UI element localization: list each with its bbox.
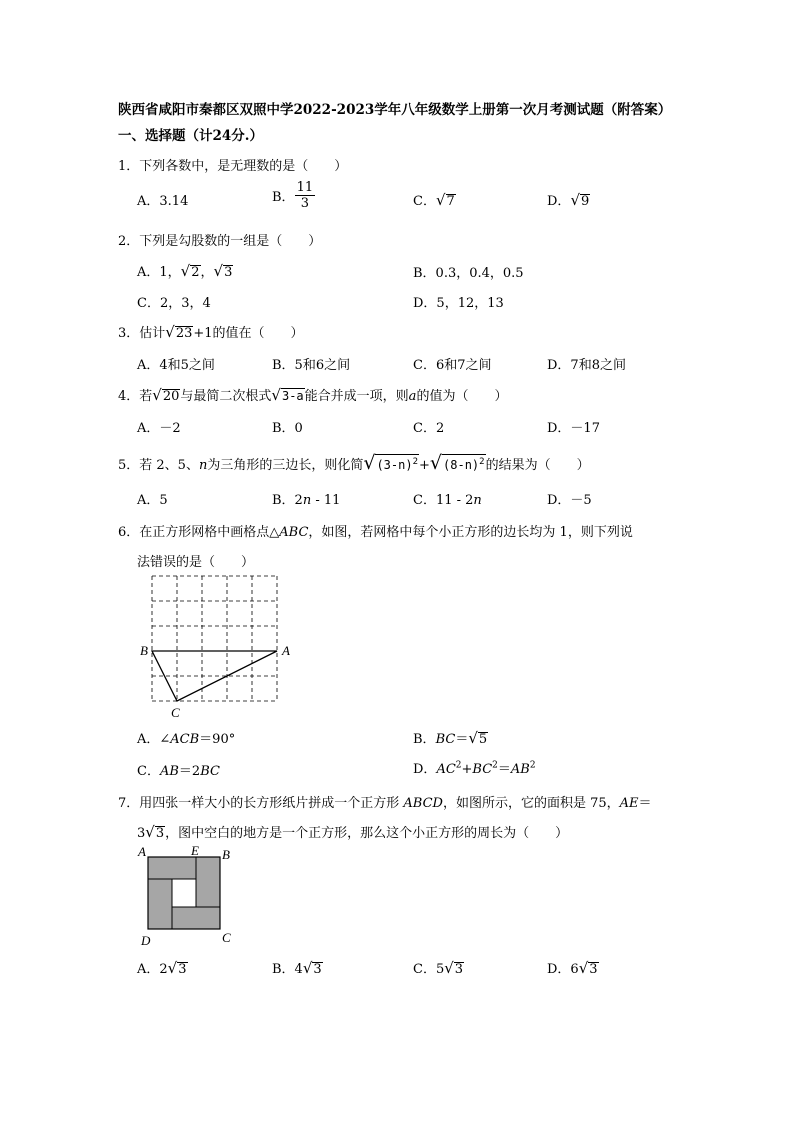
question-6-stem-line1: 6．在正方形网格中画格点△ABC，如图，若网格中每个小正方形的边长均为 1，则下列说 xyxy=(118,525,633,540)
question-7-stem-line2: 3√3，图中空白的地方是一个正方形，那么这个小正方形的周长为（ ） xyxy=(137,823,569,841)
q1-option-b[interactable]: B． $\frac{11}{3}$ xyxy=(272,180,314,211)
q4-option-c[interactable]: C．2 xyxy=(413,421,445,436)
label-a: A xyxy=(138,844,146,859)
question-3-stem: 3．估计√23+1的值在（ ） xyxy=(118,323,304,341)
q3-option-c[interactable]: C．6和7之间 xyxy=(413,358,492,373)
q3-option-b[interactable]: B．5和6之间 xyxy=(272,358,351,373)
q5-option-c[interactable]: C．11 - 2n xyxy=(413,493,482,508)
label-b: B xyxy=(222,847,230,862)
q7-option-a[interactable]: A．2√3 xyxy=(137,959,187,977)
question-6-stem-line2: 法错误的是（ ） xyxy=(137,555,255,570)
q7-square-figure xyxy=(133,842,243,952)
q1-option-d[interactable]: D．√9 xyxy=(547,191,590,209)
label-b: B xyxy=(140,643,148,658)
q1-option-a[interactable]: A．3.14 xyxy=(137,194,189,209)
label-e: E xyxy=(191,843,199,858)
q6-option-b[interactable]: B．BC＝√5 xyxy=(413,729,488,747)
q4-option-d[interactable]: D．－17 xyxy=(547,421,600,436)
q6-option-a[interactable]: A．∠ACB＝90° xyxy=(137,732,236,747)
question-2-stem: 2．下列是勾股数的一组是（ ） xyxy=(118,234,322,249)
center-small-square xyxy=(172,879,196,907)
q1-option-c[interactable]: C．√7 xyxy=(413,191,455,209)
label-c: C xyxy=(222,930,231,945)
question-4-stem: 4．若√20与最简二次根式√3-a能合并成一项，则a的值为（ ） xyxy=(118,386,508,404)
q7-option-d[interactable]: D．6√3 xyxy=(547,959,598,977)
q6-option-c[interactable]: C．AB＝2BC xyxy=(137,764,220,779)
q5-option-a[interactable]: A．5 xyxy=(137,493,168,508)
page-title: 陕西省咸阳市秦都区双照中学2022-2023学年八年级数学上册第一次月考测试题（附答案） xyxy=(118,102,672,118)
section-heading: 一、选择题（计24分.） xyxy=(118,128,263,144)
rect-left xyxy=(148,879,172,929)
question-7-stem-line1: 7．用四张一样大小的长方形纸片拼成一个正方形 ABCD，如图所示，它的面积是 75，AE＝ xyxy=(118,796,652,811)
q4-option-b[interactable]: B．0 xyxy=(272,421,303,436)
q6-grid-figure xyxy=(130,568,305,723)
q5-option-b[interactable]: B．2n - 11 xyxy=(272,493,341,508)
question-5-stem: 5．若 2、5、n为三角形的三边长，则化简$√(3-n)^2+√(8-n)^2$的结果为（ ） xyxy=(118,452,590,474)
q5-option-d[interactable]: D．－5 xyxy=(547,493,592,508)
q6-option-d[interactable]: D．$AC^2+BC^2=AB^2$ xyxy=(413,760,536,777)
q7-option-c[interactable]: C．5√3 xyxy=(413,959,464,977)
label-a: A xyxy=(282,643,290,658)
q2-option-d[interactable]: D．5，12，13 xyxy=(413,296,504,311)
rect-bottom xyxy=(172,907,220,929)
q2-option-b[interactable]: B．0.3，0.4，0.5 xyxy=(413,266,524,281)
q2-option-c[interactable]: C．2，3，4 xyxy=(137,296,211,311)
q4-option-a[interactable]: A．－2 xyxy=(137,421,181,436)
rect-right xyxy=(196,857,220,907)
q7-option-b[interactable]: B．4√3 xyxy=(272,959,322,977)
rect-top xyxy=(148,857,196,879)
q3-option-a[interactable]: A．4和5之间 xyxy=(137,358,215,373)
q2-option-a[interactable]: A．1，√2，√3 xyxy=(137,262,233,280)
question-1-stem: 1．下列各数中，是无理数的是（ ） xyxy=(118,159,348,174)
label-c: C xyxy=(171,705,180,720)
q3-option-d[interactable]: D．7和8之间 xyxy=(547,358,626,373)
label-d: D xyxy=(141,933,151,948)
